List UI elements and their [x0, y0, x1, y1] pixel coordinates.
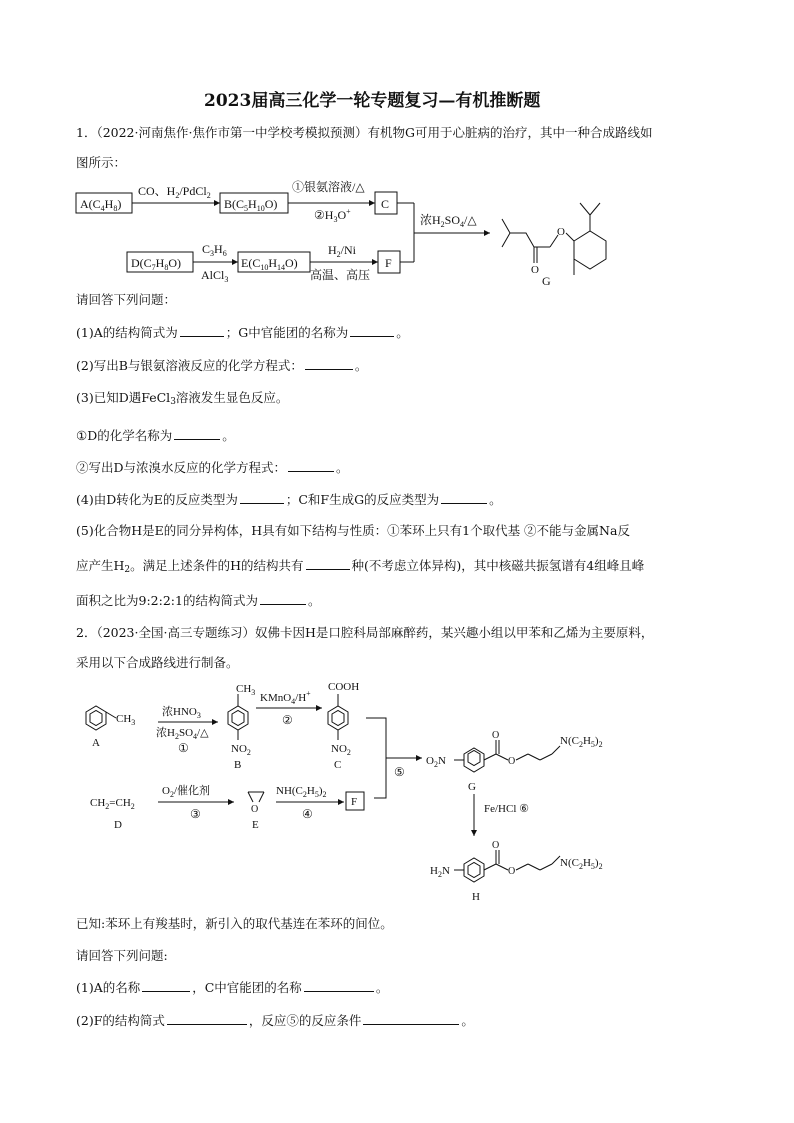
q2-label-C: C — [334, 759, 342, 771]
q1-blank-2[interactable] — [350, 324, 394, 337]
q1-blank-3[interactable] — [305, 357, 353, 370]
q1-reagent-BC-2: $②H_3O^+$ — [314, 207, 351, 224]
q2-structure-H — [454, 850, 560, 882]
q2-structure-C — [328, 694, 348, 740]
q1-part3: (3)已知D遇FeCl3溶液发生显色反应。 — [76, 390, 289, 407]
q2-blank-4[interactable] — [363, 1012, 459, 1025]
q2-r1-bottom: 浓$H_2SO_4/\triangle$ — [156, 727, 209, 741]
q1-reagent-AB: CO、$H_2/PdCl_2$ — [138, 184, 211, 200]
q2-structure-G — [454, 740, 560, 772]
q2-structure-A — [86, 706, 116, 730]
q2-r6: Fe/HCl ⑥ — [484, 803, 530, 815]
q1-compound-D: $D(C_7H_8O)$ — [131, 256, 182, 272]
q2-synthesis-scheme — [76, 676, 656, 908]
q2-blank-1[interactable] — [142, 979, 190, 992]
q1-reagent-G: 浓$H_2SO_4/\triangle$ — [420, 213, 477, 229]
page-title: 2023届高三化学一轮专题复习—有机推断题 — [204, 91, 541, 111]
q1-blank-7[interactable] — [441, 491, 487, 504]
q2-part1: (1)A的名称 ，C中官能团的名称 。 — [76, 980, 389, 995]
q1-blank-5[interactable] — [288, 459, 334, 472]
q1-label-G: G — [542, 274, 551, 288]
q2-H-right: $N(C_2H_5)_2$ — [560, 857, 603, 871]
q1-compound-F: F — [385, 256, 392, 270]
q1-blank-4[interactable] — [174, 427, 220, 440]
q2-G-ester-O: O — [508, 756, 516, 767]
q2-B-methyl: $CH_3$ — [236, 683, 256, 697]
q2-C-nitro: $NO_2$ — [331, 743, 351, 757]
q2-H-carbonyl-O: O — [492, 840, 500, 851]
q1-reagent-EF-top: $H_2/Ni$ — [328, 243, 357, 259]
q2-please-answer: 请回答下列问题: — [76, 948, 168, 963]
q2-label-G: G — [468, 781, 476, 793]
q1-intro-line1: 1．（2022·河南焦作·焦作市第一中学校考模拟预测）有机物G可用于心脏病的治疗，其中一种合成路线如 — [76, 125, 653, 140]
q1-blank-9[interactable] — [260, 592, 306, 605]
q2-G-right: $N(C_2H_5)_2$ — [560, 735, 603, 749]
q1-part3-2: ②写出D与浓溴水反应的化学方程式： 。 — [76, 460, 349, 475]
q1-blank-6[interactable] — [240, 491, 284, 504]
q2-label-H: H — [472, 891, 480, 903]
q1-reagent-EF-bottom: 高温、高压 — [310, 268, 371, 282]
q1-G-ester-O: O — [557, 226, 565, 238]
q1-part3-1: ①D的化学名称为 。 — [76, 428, 235, 443]
q2-part2: (2)F的结构简式 ，反应⑤的反应条件 。 — [76, 1013, 474, 1028]
q2-label-D: D — [114, 819, 122, 831]
q1-compound-A: $A(C_4H_8)$ — [80, 197, 122, 213]
q1-intro-line2: 图所示： — [76, 155, 127, 170]
q1-synthesis-scheme — [70, 175, 630, 290]
q2-blank-2[interactable] — [304, 979, 374, 992]
q1-please-answer: 请回答下列问题： — [76, 292, 177, 307]
q2-label-F: F — [351, 796, 358, 808]
q2-H-ester-O: O — [508, 866, 516, 877]
q1-reagent-DE-bottom: AlCl$_3$ — [201, 268, 229, 284]
q1-blank-1[interactable] — [180, 324, 224, 337]
q1-part1: (1)A的结构简式为 ；G中官能团的名称为 。 — [76, 325, 409, 340]
q2-label-E: E — [252, 819, 259, 831]
q1-compound-C: C — [381, 197, 390, 211]
q2-r5-num: ⑤ — [394, 765, 405, 779]
q2-C-carboxyl: COOH — [328, 681, 360, 693]
q1-part5-line1: (5)化合物H是E的同分异构体，H具有如下结构与性质：①苯环上只有1个取代基 ②不能与金属Na反 — [76, 523, 630, 538]
q1-reagent-BC-1: ①银氨溶液/△ — [292, 180, 365, 194]
q1-compound-B: $B(C_5H_{10}O)$ — [224, 197, 278, 213]
q2-label-A: A — [92, 737, 100, 749]
q2-r4-top: $NH(C_2H_5)_2$ — [276, 785, 327, 799]
q2-structure-E — [248, 792, 264, 802]
q2-r3-num: ③ — [190, 807, 201, 821]
q2-G-left: $O_2N$ — [426, 755, 446, 769]
q2-r4-num: ④ — [302, 807, 313, 821]
q2-r3-top: $O_2/$催化剂 — [162, 785, 211, 799]
q1-reagent-DE-top: $C_3H_6$ — [202, 242, 227, 258]
q2-E-O: O — [251, 804, 259, 815]
q1-part4: (4)由D转化为E的反应类型为 ；C和F生成G的反应类型为 。 — [76, 492, 502, 507]
q2-structure-B — [228, 694, 248, 740]
q1-part5-line2: 应产生H2。满足上述条件的H的结构共有 种(不考虑立体异构)，其中核磁共振氢谱有4组峰且峰 — [76, 558, 645, 575]
q2-merge-bracket — [366, 718, 386, 798]
q2-r2-top: KMnO$_4$/H+ — [260, 689, 311, 706]
q1-compound-E: $E(C_{10}H_{14}O)$ — [241, 256, 298, 272]
q1-G-carbonyl-O: O — [531, 264, 539, 276]
q2-A-methyl: $CH_3$ — [116, 713, 136, 727]
q2-r1-num: ① — [178, 741, 189, 755]
q1-blank-8[interactable] — [306, 557, 350, 570]
q2-intro-line1: 2．（2023·全国·高三专题练习）奴佛卡因H是口腔科局部麻醉药，某兴趣小组以甲苯和乙烯为主要原料， — [76, 625, 654, 640]
q2-B-nitro: $NO_2$ — [231, 743, 251, 757]
q2-r1-top: 浓$HNO_3$ — [162, 706, 201, 720]
q1-structure-G — [502, 203, 606, 275]
q2-r2-num: ② — [282, 713, 293, 727]
q2-blank-3[interactable] — [167, 1012, 247, 1025]
q2-H-left: $H_2N$ — [430, 865, 450, 879]
q1-part2: (2)写出B与银氨溶液反应的化学方程式： 。 — [76, 358, 368, 373]
q1-part5-line3: 面积之比为9:2:2:1的结构简式为 。 — [76, 593, 321, 608]
q2-G-carbonyl-O: O — [492, 730, 500, 741]
q2-known: 已知:苯环上有羧基时，新引入的取代基连在苯环的间位。 — [76, 916, 393, 931]
q2-D-formula: $CH_2=CH_2$ — [90, 797, 135, 811]
q2-intro-line2: 采用以下合成路线进行制备。 — [76, 655, 239, 670]
q2-label-B: B — [234, 759, 242, 771]
